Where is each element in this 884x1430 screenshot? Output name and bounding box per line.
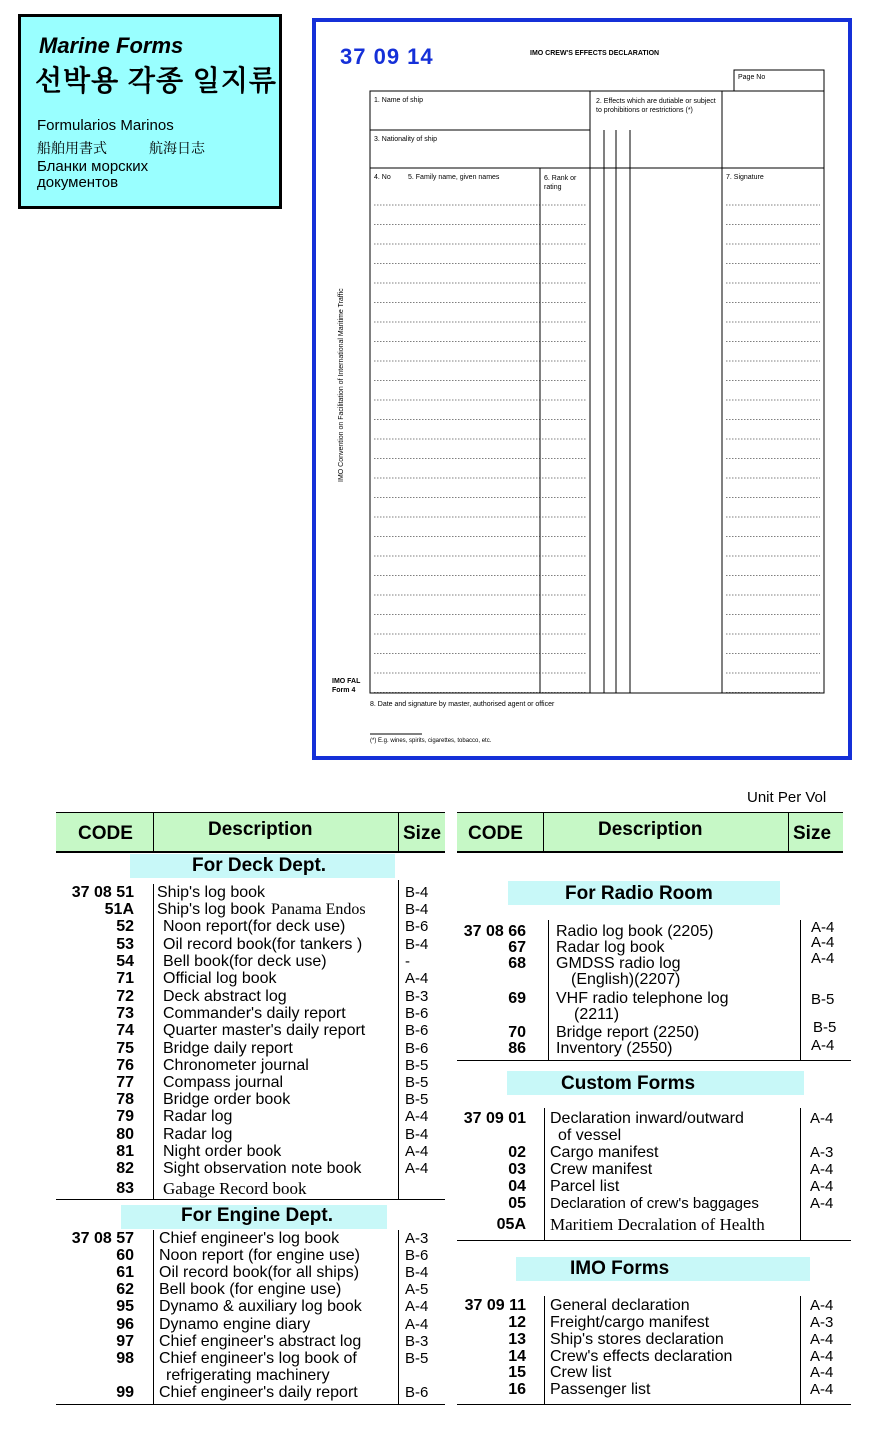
deck-description: Official log book bbox=[163, 970, 277, 987]
engine-code: 61 bbox=[116, 1264, 134, 1281]
form-field-5: 5. Family name, given names bbox=[408, 174, 500, 181]
form-field-8: 8. Date and signature by master, authorised agent or officer bbox=[370, 701, 555, 708]
engine-code: 62 bbox=[116, 1281, 134, 1298]
radio-size: A-4 bbox=[811, 919, 835, 936]
engine-code: 60 bbox=[116, 1247, 134, 1264]
engine-code: 96 bbox=[116, 1316, 134, 1333]
custom-code: 37 09 01 bbox=[463, 1110, 526, 1127]
deck-code: 78 bbox=[116, 1091, 134, 1108]
radio-description: Inventory (2550) bbox=[556, 1040, 673, 1057]
right-imo-divider-1 bbox=[544, 1296, 545, 1404]
deck-code: 53 bbox=[116, 936, 134, 953]
custom-description: Declaration of crew's baggages bbox=[550, 1195, 759, 1212]
deck-section-title: For Deck Dept. bbox=[192, 855, 327, 876]
form-title: IMO CREW'S EFFECTS DECLARATION bbox=[530, 50, 660, 57]
right-header-size: Size bbox=[793, 823, 832, 844]
left-header-rule bbox=[56, 851, 445, 853]
imo-size: A-4 bbox=[810, 1381, 834, 1398]
engine-description: Chief engineer's log book of bbox=[159, 1350, 357, 1367]
custom-size: A-4 bbox=[810, 1195, 834, 1212]
deck-size: B-5 bbox=[405, 1057, 429, 1074]
engine-code: 97 bbox=[116, 1333, 134, 1350]
radio-size: A-4 bbox=[811, 934, 835, 951]
deck-code: 81 bbox=[116, 1143, 134, 1160]
engine-size: A-4 bbox=[405, 1316, 429, 1333]
engine-description: Noon report (for engine use) bbox=[159, 1247, 360, 1264]
engine-description: Chief engineer's abstract log bbox=[159, 1333, 362, 1350]
custom-code: 05 bbox=[508, 1195, 526, 1212]
deck-description: Quarter master's daily report bbox=[163, 1022, 366, 1039]
custom-description: Maritiem Decralation of Health bbox=[550, 1215, 765, 1234]
deck-code: 37 08 51 bbox=[71, 884, 134, 901]
form-field-1: 1. Name of ship bbox=[374, 97, 424, 104]
form-outer-box bbox=[370, 91, 824, 693]
deck-code: 54 bbox=[116, 953, 134, 970]
right-radio-divider-1 bbox=[548, 920, 549, 1060]
deck-description: Gabage Record book bbox=[163, 1179, 307, 1198]
custom-size: A-4 bbox=[810, 1161, 834, 1178]
radio-code: 68 bbox=[508, 955, 526, 972]
engine-size: A-3 bbox=[405, 1230, 429, 1247]
radio-size: B-5 bbox=[811, 991, 835, 1008]
deck-code: 77 bbox=[116, 1074, 134, 1091]
deck-size: B-5 bbox=[405, 1091, 429, 1108]
imo-description: Crew list bbox=[550, 1364, 612, 1381]
title-english: Marine Forms bbox=[39, 33, 184, 58]
deck-description: Ship's log book bbox=[157, 901, 266, 918]
form-grid bbox=[316, 22, 848, 756]
radio-description-extra: (2211) bbox=[574, 1006, 620, 1023]
deck-size: - bbox=[405, 953, 410, 970]
deck-size: B-4 bbox=[405, 936, 429, 953]
radio-size: A-4 bbox=[811, 1037, 835, 1054]
radio-description: VHF radio telephone log bbox=[556, 990, 729, 1007]
deck-size: B-4 bbox=[405, 1126, 429, 1143]
left-header-divider-2 bbox=[398, 812, 399, 852]
left-deck-divider-2 bbox=[398, 880, 399, 1200]
right-header-description: Description bbox=[598, 819, 703, 840]
deck-code: 74 bbox=[116, 1022, 134, 1039]
left-top-rule bbox=[56, 812, 445, 813]
engine-description: Chief engineer's daily report bbox=[159, 1384, 358, 1401]
custom-code: 05A bbox=[496, 1216, 526, 1233]
deck-description: Deck abstract log bbox=[163, 988, 287, 1005]
form-fal-1: IMO FAL bbox=[332, 678, 361, 685]
title-russian-1: Бланки морских bbox=[37, 158, 149, 175]
left-bottom-rule bbox=[56, 1404, 445, 1405]
deck-code: 52 bbox=[116, 918, 134, 935]
imo-section-title: IMO Forms bbox=[570, 1258, 670, 1279]
engine-description-extra: refrigerating machinery bbox=[166, 1367, 330, 1384]
right-header-divider-1 bbox=[543, 812, 544, 852]
engine-size: A-5 bbox=[405, 1281, 429, 1298]
engine-description: Dynamo engine diary bbox=[159, 1316, 311, 1333]
form-field-6: 6. Rank or rating bbox=[544, 175, 577, 191]
right-header-code: CODE bbox=[468, 823, 523, 844]
right-imo-divider-2 bbox=[800, 1296, 801, 1404]
right-custom-rule bbox=[457, 1240, 851, 1241]
deck-code: 76 bbox=[116, 1057, 134, 1074]
engine-size: B-6 bbox=[405, 1247, 429, 1264]
deck-size: B-3 bbox=[405, 988, 429, 1005]
radio-section-title: For Radio Room bbox=[565, 883, 713, 904]
deck-code: 73 bbox=[116, 1005, 134, 1022]
deck-size: B-6 bbox=[405, 1040, 429, 1057]
custom-description: Declaration inward/outward bbox=[550, 1110, 744, 1127]
engine-size: A-4 bbox=[405, 1298, 429, 1315]
deck-description: Compass journal bbox=[163, 1074, 284, 1091]
engine-code: 99 bbox=[116, 1384, 134, 1401]
imo-description: Crew's effects declaration bbox=[550, 1348, 733, 1365]
deck-description: Noon report(for deck use) bbox=[163, 918, 346, 935]
imo-code: 16 bbox=[508, 1381, 526, 1398]
form-preview bbox=[312, 18, 852, 760]
right-radio-rule bbox=[457, 1060, 851, 1061]
engine-size: B-6 bbox=[405, 1384, 429, 1401]
engine-code: 95 bbox=[116, 1298, 134, 1315]
title-chinese-1: 船舶用書式 bbox=[37, 140, 107, 156]
deck-code: 79 bbox=[116, 1108, 134, 1125]
deck-code: 72 bbox=[116, 988, 134, 1005]
imo-size: A-4 bbox=[810, 1297, 834, 1314]
form-field-3: 3. Nationality of ship bbox=[374, 136, 438, 143]
radio-code: 70 bbox=[508, 1024, 526, 1041]
engine-code: 37 08 57 bbox=[71, 1230, 134, 1247]
left-header-divider-1 bbox=[153, 812, 154, 852]
custom-size: A-3 bbox=[810, 1144, 834, 1161]
imo-description: Ship's stores declaration bbox=[550, 1331, 724, 1348]
radio-description: GMDSS radio log bbox=[556, 955, 681, 972]
right-header-rule bbox=[457, 851, 843, 853]
engine-size: B-4 bbox=[405, 1264, 429, 1281]
imo-code: 37 09 11 bbox=[464, 1297, 526, 1314]
deck-description: Sight observation note book bbox=[163, 1160, 362, 1177]
title-box bbox=[18, 14, 282, 209]
right-custom-divider-2 bbox=[800, 1108, 801, 1240]
engine-description: Oil record book(for all ships) bbox=[159, 1264, 360, 1281]
right-radio-divider-2 bbox=[800, 920, 801, 1060]
custom-section-title: Custom Forms bbox=[561, 1073, 696, 1094]
right-top-rule bbox=[457, 812, 843, 813]
right-header-divider-2 bbox=[788, 812, 789, 852]
imo-size: A-3 bbox=[810, 1314, 834, 1331]
custom-code: 04 bbox=[508, 1178, 526, 1195]
deck-description: Night order book bbox=[163, 1143, 282, 1160]
title-russian-2: документов bbox=[37, 174, 119, 191]
custom-description: Cargo manifest bbox=[550, 1144, 659, 1161]
form-page-no: Page No bbox=[738, 74, 766, 81]
custom-code: 03 bbox=[508, 1161, 526, 1178]
deck-code: 71 bbox=[116, 970, 134, 987]
deck-description: Radar log bbox=[163, 1126, 233, 1143]
imo-size: A-4 bbox=[810, 1364, 834, 1381]
radio-description-extra: (English)(2207) bbox=[571, 971, 681, 988]
radio-code: 69 bbox=[508, 990, 526, 1007]
radio-size: A-4 bbox=[811, 950, 835, 967]
left-engine-divider-1 bbox=[153, 1230, 154, 1404]
radio-description: Radar log book bbox=[556, 939, 665, 956]
form-field-7: 7. Signature bbox=[726, 174, 764, 181]
left-header-size: Size bbox=[403, 823, 442, 844]
imo-size: A-4 bbox=[810, 1331, 834, 1348]
deck-description: Bridge daily report bbox=[163, 1040, 293, 1057]
radio-code: 67 bbox=[508, 939, 526, 956]
right-bottom-rule bbox=[457, 1404, 851, 1405]
deck-size: B-6 bbox=[405, 918, 429, 935]
custom-description-extra: of vessel bbox=[558, 1127, 622, 1144]
deck-description: Bridge order book bbox=[163, 1091, 291, 1108]
form-field-2: 2. Effects which are dutiable or subject to prohibitions or restrictions (*) bbox=[596, 98, 716, 114]
deck-size: B-5 bbox=[405, 1074, 429, 1091]
custom-description: Crew manifest bbox=[550, 1161, 653, 1178]
radio-description: Bridge report (2250) bbox=[556, 1024, 700, 1041]
deck-size: A-4 bbox=[405, 1108, 429, 1125]
form-side-text: IMO Convention on Facilitation of International Maritime Traffic bbox=[338, 288, 345, 482]
imo-code: 14 bbox=[508, 1348, 526, 1365]
left-header-code: CODE bbox=[78, 823, 133, 844]
deck-code: 75 bbox=[116, 1040, 134, 1057]
imo-code: 12 bbox=[508, 1314, 526, 1331]
engine-description: Bell book (for engine use) bbox=[159, 1281, 342, 1298]
left-engine-divider-2 bbox=[398, 1230, 399, 1404]
radio-size: B-5 bbox=[813, 1019, 837, 1036]
deck-description: Radar log bbox=[163, 1108, 233, 1125]
engine-description: Dynamo & auxiliary log book bbox=[159, 1298, 362, 1315]
deck-size: A-4 bbox=[405, 1143, 429, 1160]
radio-code: 37 08 66 bbox=[463, 923, 526, 940]
form-fal-2: Form 4 bbox=[332, 687, 356, 694]
left-mid-rule bbox=[56, 1199, 445, 1200]
form-footnote: (*) E.g. wines, spirits, cigarettes, tobacco, etc. bbox=[370, 738, 492, 744]
deck-description-extra: Panama Endos bbox=[271, 901, 366, 918]
engine-size: B-5 bbox=[405, 1350, 429, 1367]
radio-description: Radio log book (2205) bbox=[556, 923, 714, 940]
deck-description: Ship's log book bbox=[157, 884, 266, 901]
deck-size: B-4 bbox=[405, 884, 429, 901]
imo-description: General declaration bbox=[550, 1297, 690, 1314]
deck-code: 82 bbox=[116, 1160, 134, 1177]
left-deck-divider-1 bbox=[153, 884, 154, 1200]
deck-size: B-4 bbox=[405, 901, 429, 918]
engine-section-title: For Engine Dept. bbox=[181, 1205, 333, 1226]
custom-size: A-4 bbox=[810, 1110, 834, 1127]
custom-description: Parcel list bbox=[550, 1178, 620, 1195]
engine-code: 98 bbox=[116, 1350, 134, 1367]
imo-description: Passenger list bbox=[550, 1381, 651, 1398]
deck-description: Bell book(for deck use) bbox=[163, 953, 327, 970]
deck-code: 80 bbox=[116, 1126, 134, 1143]
right-custom-divider-1 bbox=[544, 1108, 545, 1240]
custom-code: 02 bbox=[508, 1144, 526, 1161]
form-field-4: 4. No bbox=[374, 174, 391, 181]
custom-size: A-4 bbox=[810, 1178, 834, 1195]
form-code: 37 09 14 bbox=[340, 44, 434, 69]
deck-description: Commander's daily report bbox=[163, 1005, 346, 1022]
deck-size: A-4 bbox=[405, 970, 429, 987]
imo-description: Freight/cargo manifest bbox=[550, 1314, 710, 1331]
left-header-description: Description bbox=[208, 819, 313, 840]
deck-code: 51A bbox=[104, 901, 134, 918]
engine-size: B-3 bbox=[405, 1333, 429, 1350]
deck-description: Chronometer journal bbox=[163, 1057, 309, 1074]
imo-code: 13 bbox=[508, 1331, 526, 1348]
deck-description: Oil record book(for tankers ) bbox=[163, 936, 363, 953]
deck-size: B-6 bbox=[405, 1005, 429, 1022]
deck-size: A-4 bbox=[405, 1160, 429, 1177]
deck-code: 83 bbox=[116, 1180, 134, 1197]
deck-size: B-6 bbox=[405, 1022, 429, 1039]
unit-label: Unit Per Vol bbox=[747, 789, 827, 806]
imo-size: A-4 bbox=[810, 1348, 834, 1365]
title-spanish: Formularios Marinos bbox=[37, 117, 174, 134]
imo-code: 15 bbox=[508, 1364, 526, 1381]
title-chinese-2: 航海日志 bbox=[149, 140, 205, 156]
title-korean: 선박용 각종 일지류 bbox=[35, 65, 277, 96]
engine-description: Chief engineer's log book bbox=[159, 1230, 340, 1247]
radio-code: 86 bbox=[508, 1040, 526, 1057]
